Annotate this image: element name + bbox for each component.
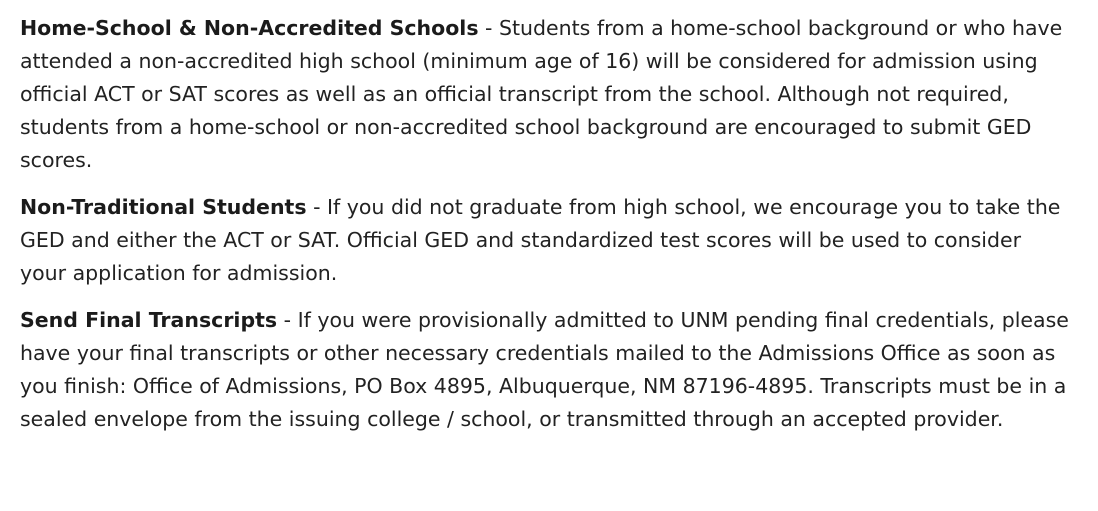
admissions-info-content [20,12,1072,450]
final-transcripts-body: - If you were provisionally admitted to UNM pending final credentials, please have your final transcripts or other necessary credentials mailed to the Admissions Office as soon as you finish: Office of Admissions, PO Box 4895, Albuquerque, NM 87196-4895. Transcripts must be in a sealed envelope from the issuing college / school, or transmitted through an accepted provider. [20,308,1069,431]
non-traditional-body: - If you did not graduate from high school, we encourage you to take the GED and either the ACT or SAT. Official GED and standardized test scores will be used to consider your application for admission. [20,195,1061,285]
non-traditional-heading: Non-Traditional Students [20,195,307,219]
home-school-heading: Home-School & Non-Accredited Schools [20,16,479,40]
home-school-paragraph [20,12,1072,177]
final-transcripts-paragraph [20,304,1072,436]
home-school-body: - Students from a home-school background or who have attended a non-accredited high school (minimum age of 16) will be considered for admission using official ACT or SAT scores as well as an official transcript from the school. Although not required, students from a home-school or non-accredited school background are encouraged to submit GED scores. [20,16,1063,172]
final-transcripts-heading: Send Final Transcripts [20,308,278,332]
non-traditional-paragraph [20,191,1072,290]
